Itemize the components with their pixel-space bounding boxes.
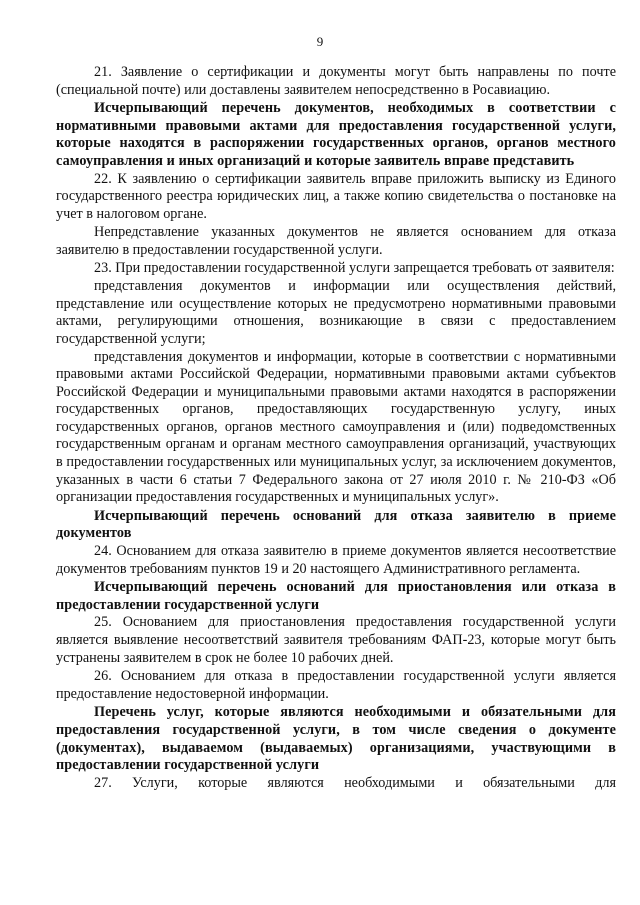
paragraph-22: 22. К заявлению о сертификации заявитель вправе приложить выписку из Единого государственного реестра юридических лиц, а также копию свидетельства о постановке на учет в налоговом органе. — [56, 170, 616, 222]
heading-refusal-acceptance: Исчерпывающий перечень оснований для отказа заявителю в приеме документов — [56, 507, 616, 542]
heading-suspension-refusal: Исчерпывающий перечень оснований для приостановления или отказа в предоставлении государственной услуги — [56, 579, 616, 613]
page-number: 9 — [316, 34, 324, 49]
paragraph-26: 26. Основанием для отказа в предоставлении государственной услуги является предоставление недостоверной информации. — [56, 668, 616, 702]
paragraph-24: 24. Основанием для отказа заявителю в приеме документов является несоответствие документов требованиям пунктов 19 и 20 настоящего Административного регламента. — [56, 543, 616, 577]
paragraph-23: 23. При предоставлении государственной услуги запрещается требовать от заявителя: — [94, 259, 615, 276]
paragraph-25: 25. Основанием для приостановления предоставления государственной услуги является выявление несоответствий заявителя требованиям ФАП-23, которые могут быть устранены заявителем в срок не более 10 рабочих дней. — [56, 614, 616, 666]
paragraph-non-submission: Непредставление указанных документов не является основанием для отказа заявителю в предоставлении государственной услуги. — [56, 224, 616, 258]
heading-documents-list: Исчерпывающий перечень документов, необходимых в соответствии с нормативными правовыми актами для предоставления государственной услуги, которые находятся в распоряжении государственных органов, органов местного самоуправления и иных организаций и которые заявитель вправе представить — [56, 100, 616, 169]
paragraph-21: 21. Заявление о сертификации и документы могут быть направлены по почте (специальной почте) или доставлены заявителем непосредственно в Росавиацию. — [56, 64, 616, 98]
document-body — [56, 64, 616, 792]
paragraph-23-item-2: представления документов и информации, которые в соответствии с нормативными правовыми актами Российской Федерации, нормативными правовыми актами субъектов Российской Федерации и муниципальными правовыми актами находятся в распоряжении государственных органов, предоставляющих государственную услугу, иных государственных органов, органов местного самоуправления и (или) подведомственных государственным органам и органам местного самоуправления организаций, участвующих в предоставлении государственных или муниципальных услуг, за исключением документов, указанных в части 6 статьи 7 Федерального закона от 27 июля 2010 г. № 210-ФЗ «Об организации предоставления государственных и муниципальных услуг». — [56, 348, 616, 506]
paragraph-23-item-1: представления документов и информации или осуществления действий, представление или осуществление которых не предусмотрено нормативными правовыми актами, регулирующими отношения, возникающие в связи с предоставлением государственной услуги; — [56, 278, 616, 347]
paragraph-27: 27. Услуги, которые являются необходимыми и обязательными для — [94, 774, 616, 791]
heading-required-services: Перечень услуг, которые являются необходимыми и обязательными для предоставления государственной услуги, в том числе сведения о документе (документах), выдаваемом (выдаваемых) организациями, участвующими в предоставлении государственной услуги — [56, 704, 616, 774]
